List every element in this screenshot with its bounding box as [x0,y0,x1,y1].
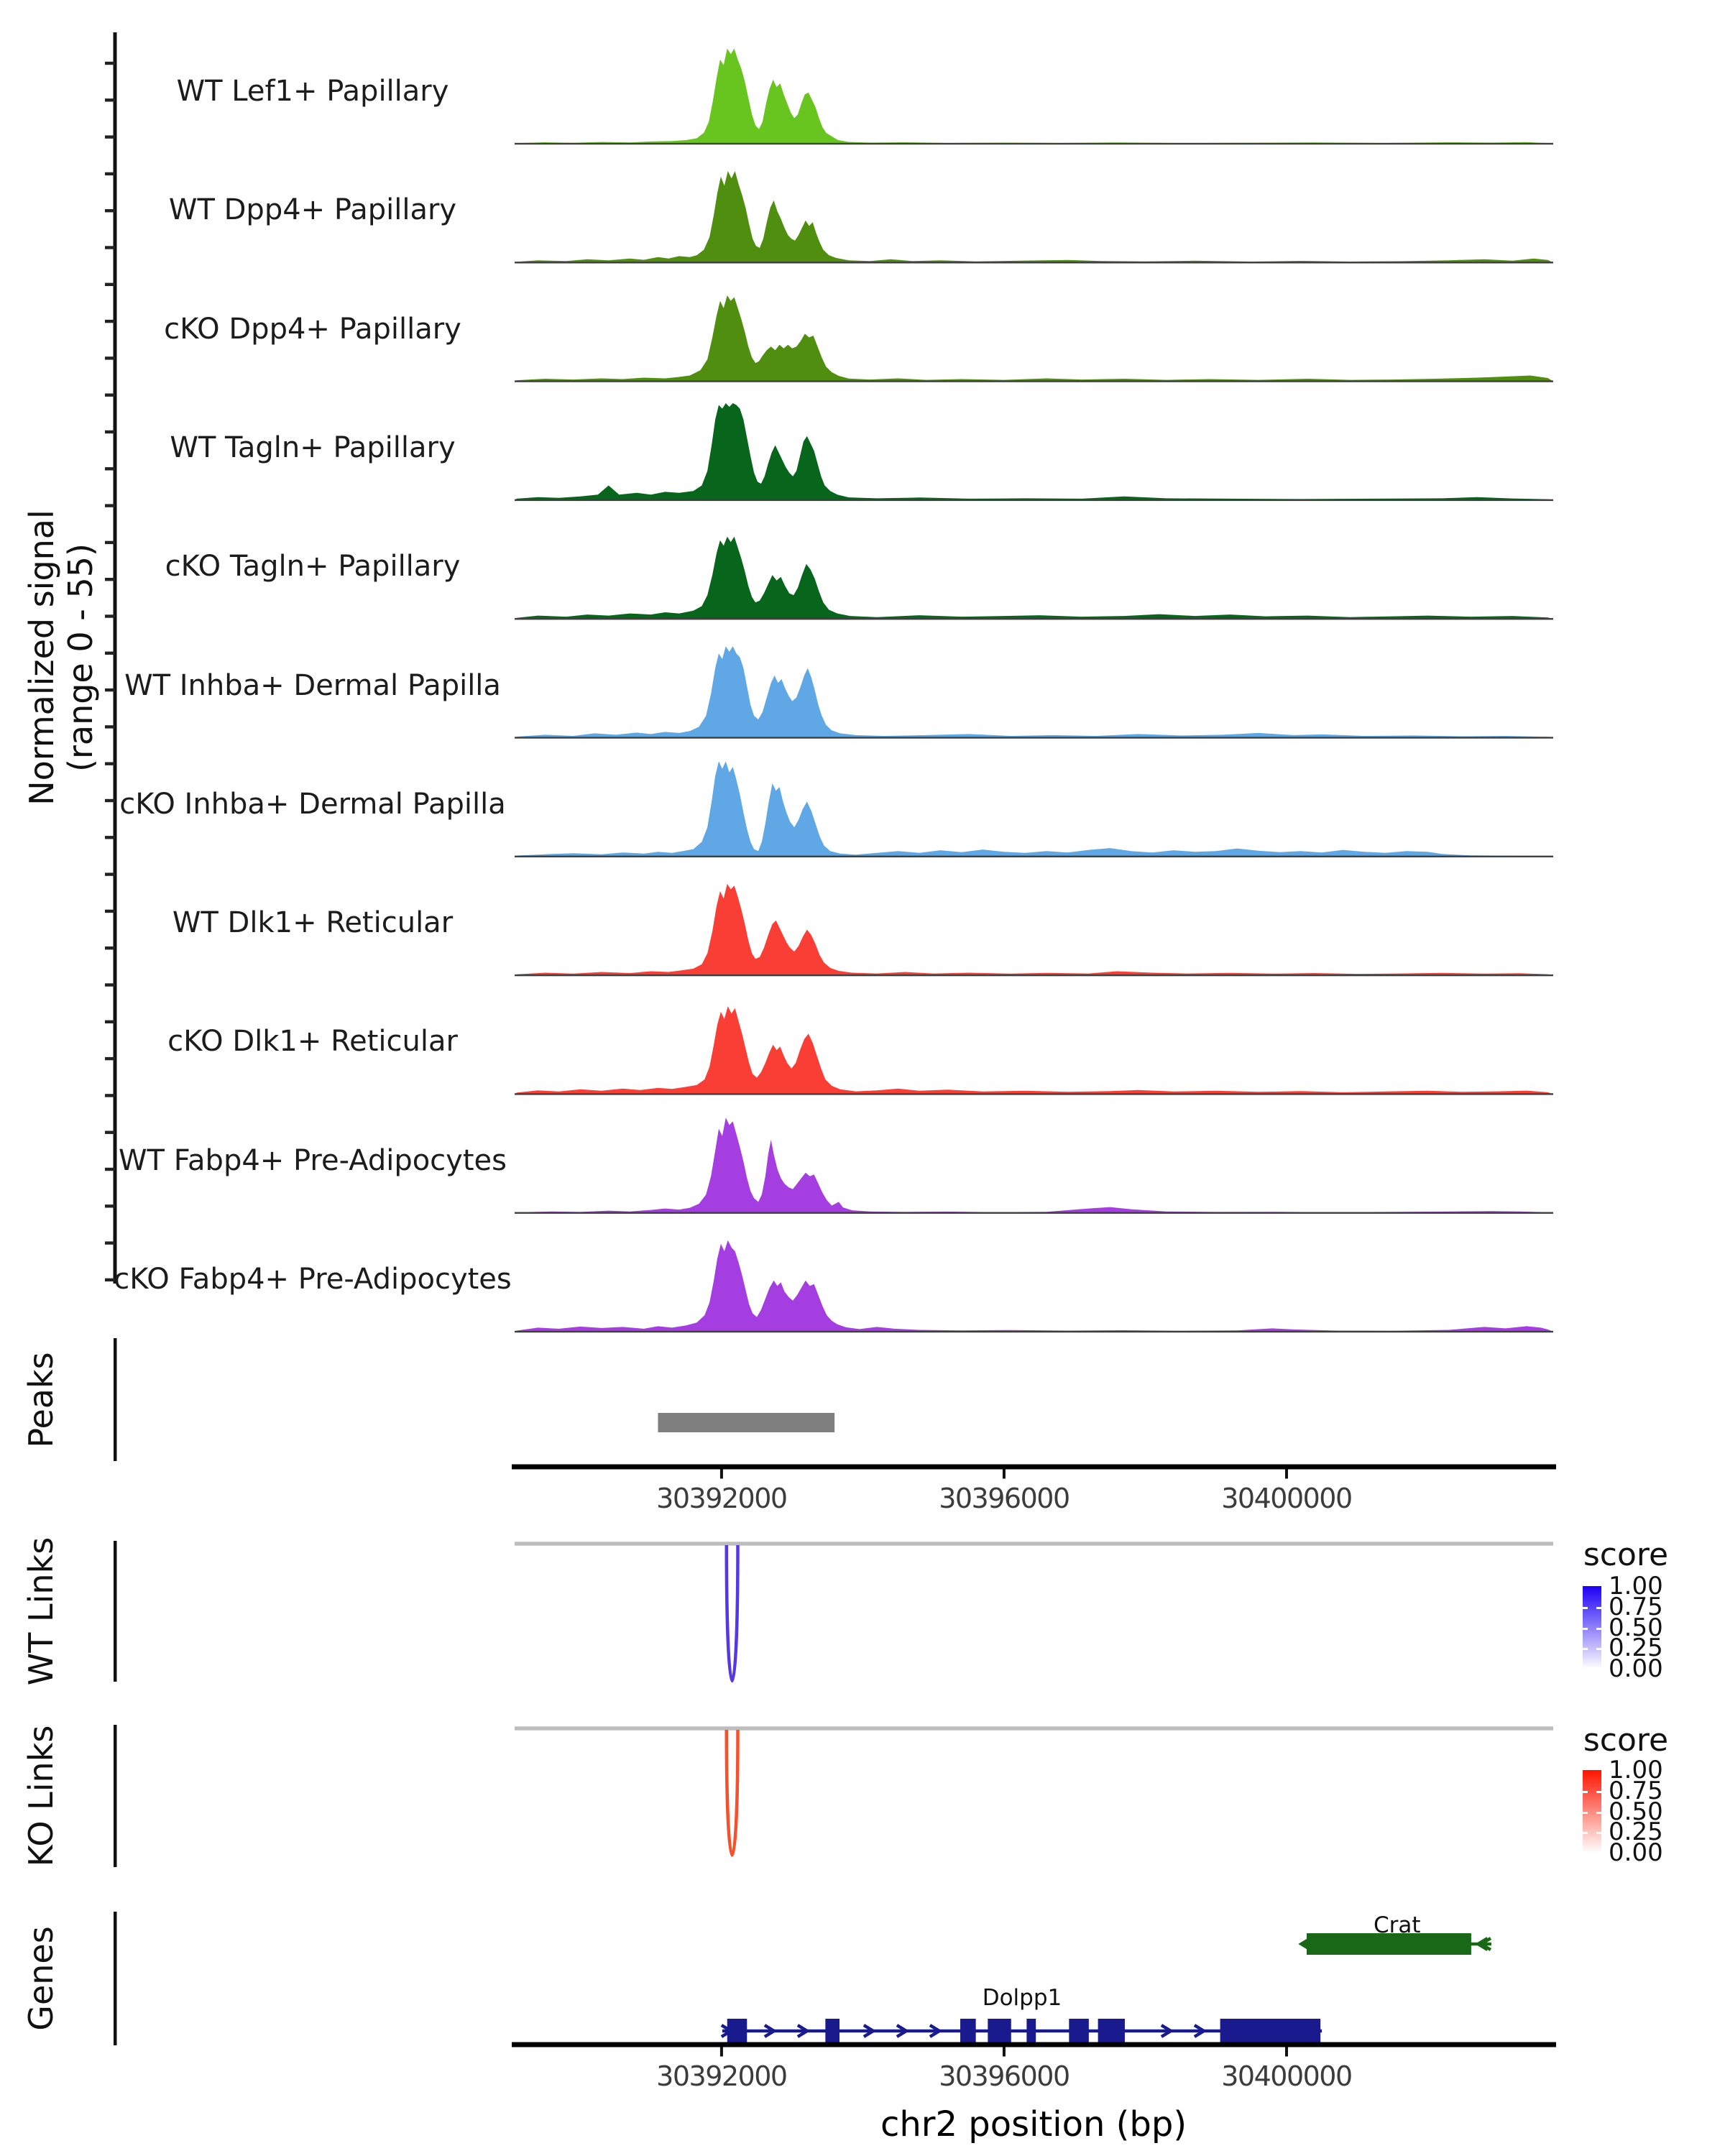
track-label: cKO Dlk1+ Reticular [167,1025,458,1059]
track-area [515,403,1553,500]
score-colorbar-tick [1583,1832,1588,1834]
y-axis-tick [105,62,115,65]
y-axis-tick [105,135,115,138]
y-axis-tick [105,725,115,728]
track-area [515,1006,1553,1094]
y-axis-tick [105,246,115,249]
track-label: cKO Inhba+ Dermal Papilla [119,787,506,821]
axis-tick [720,2047,723,2057]
score-tick-label: 0.25 [1609,1634,1663,1663]
score-tick-label: 0.25 [1609,1818,1663,1847]
peaks-section-label: Peaks [22,1352,60,1448]
axis-tick [1285,2047,1288,2057]
track-area [515,295,1553,382]
track-area [515,171,1553,262]
score-colorbar-tick [1583,1607,1588,1609]
x-axis-label: chr2 position (bp) [880,2104,1187,2145]
links-bracket [114,1725,117,1867]
gene-exon [988,2019,1011,2043]
track-label: cKO Dpp4+ Papillary [164,312,461,346]
gene-exon [1098,2019,1125,2043]
y-axis-tick [105,1204,115,1207]
ko-score-legend-title: score [1583,1722,1669,1759]
track-label: WT Tagln+ Papillary [170,430,456,464]
score-colorbar-tick [1596,1607,1601,1609]
score-colorbar-tick [1583,1791,1588,1793]
y-axis-tick [105,983,115,986]
track-baseline [515,1212,1553,1214]
score-colorbar-tick [1596,1832,1601,1834]
score-tick-label: 0.50 [1609,1613,1663,1642]
score-tick-label: 1.00 [1609,1572,1663,1600]
y-axis-tick [105,1021,115,1023]
score-colorbar-tick [1596,1812,1601,1814]
axis-tick-label: 30392000 [656,2060,787,2092]
y-axis-label-line1: Normalized signal [22,510,61,806]
gene-exon [960,2019,976,2043]
gene-label: Dolpp1 [982,1985,1062,2011]
y-axis-tick [105,872,115,875]
score-tick-label: 1.00 [1609,1756,1663,1784]
genome-axis [512,1465,1556,1470]
y-axis-tick [105,172,115,175]
genes-bracket [114,1912,117,2045]
y-axis-tick [105,763,115,765]
track-area [515,646,1553,737]
gene-label: Crat [1373,1912,1421,1938]
y-axis-tick [105,504,115,507]
track-area [515,761,1553,856]
score-tick-label: 0.50 [1609,1797,1663,1826]
y-axis-tick [105,467,115,470]
track-baseline [515,143,1553,144]
link-arc [727,1545,738,1681]
axis-tick [1285,1470,1288,1479]
score-colorbar-tick [1596,1791,1601,1793]
y-axis-tick [105,836,115,839]
y-axis-tick [105,356,115,359]
track-area [515,1240,1553,1332]
y-axis-tick [105,541,115,544]
axis-tick-label: 30396000 [939,1483,1070,1514]
axis-tick-label: 30392000 [656,1483,787,1514]
score-tick-label: 0.00 [1609,1654,1663,1683]
track-label: cKO Tagln+ Papillary [165,550,461,584]
links-bracket [114,1541,117,1682]
links-baseline [515,1542,1553,1545]
gene-exon [727,2019,748,2043]
y-axis-tick [105,1094,115,1097]
axis-tick [1003,2047,1006,2057]
track-baseline [515,618,1553,619]
track-label: WT Lef1+ Papillary [176,75,449,108]
peak-bar [658,1413,834,1432]
track-baseline [515,1331,1553,1332]
score-colorbar-tick [1583,1648,1588,1650]
track-label: WT Fabp4+ Pre-Adipocytes [119,1143,507,1177]
ko-links-section-label: KO Links [22,1725,60,1867]
y-axis-tick [105,1131,115,1134]
gene-exon [825,2019,840,2043]
track-baseline [515,856,1553,857]
genes-section-label: Genes [22,1926,60,2031]
gene-exon [1069,2019,1089,2043]
axis-tick [1003,1470,1006,1479]
score-tick-label: 0.75 [1609,1592,1663,1621]
y-axis-tick [105,614,115,617]
wt-links-section-label: WT Links [22,1537,60,1686]
track-area [515,1118,1553,1212]
y-axis-tick [105,946,115,949]
y-axis-tick [105,394,115,397]
y-axis-tick [105,283,115,286]
score-colorbar-tick [1596,1628,1601,1630]
track-area [515,537,1553,619]
score-colorbar-tick [1583,1812,1588,1814]
axis-tick-label: 30400000 [1221,2060,1352,2092]
track-label: WT Dlk1+ Reticular [172,906,454,940]
y-axis-tick [105,1241,115,1244]
track-label: cKO Fabp4+ Pre-Adipocytes [114,1263,512,1296]
score-colorbar-tick [1596,1648,1601,1650]
axis-tick-label: 30396000 [939,2060,1070,2092]
axis-tick-label: 30400000 [1221,1483,1352,1514]
gene-exon [1026,2019,1036,2043]
genome-axis [512,2042,1556,2047]
track-baseline [515,380,1553,382]
track-baseline [515,262,1553,263]
track-label: WT Inhba+ Dermal Papilla [124,668,501,702]
track-baseline [515,499,1553,501]
link-arc [727,1730,738,1855]
track-area [515,49,1553,144]
track-area [515,884,1553,975]
y-axis-tick [105,652,115,655]
track-baseline [515,737,1553,738]
links-baseline [515,1726,1553,1730]
score-tick-label: 0.00 [1609,1838,1663,1867]
axis-tick [720,1470,723,1479]
track-label: WT Dpp4+ Papillary [168,193,457,227]
score-tick-label: 0.75 [1609,1776,1663,1805]
track-baseline [515,975,1553,976]
peaks-bracket [114,1338,117,1461]
wt-score-legend-title: score [1583,1537,1669,1573]
score-colorbar-tick [1583,1628,1588,1630]
gene-exon [1220,2019,1321,2043]
y-axis-label-line2: (range 0 - 55) [61,543,100,772]
track-baseline [515,1093,1553,1095]
